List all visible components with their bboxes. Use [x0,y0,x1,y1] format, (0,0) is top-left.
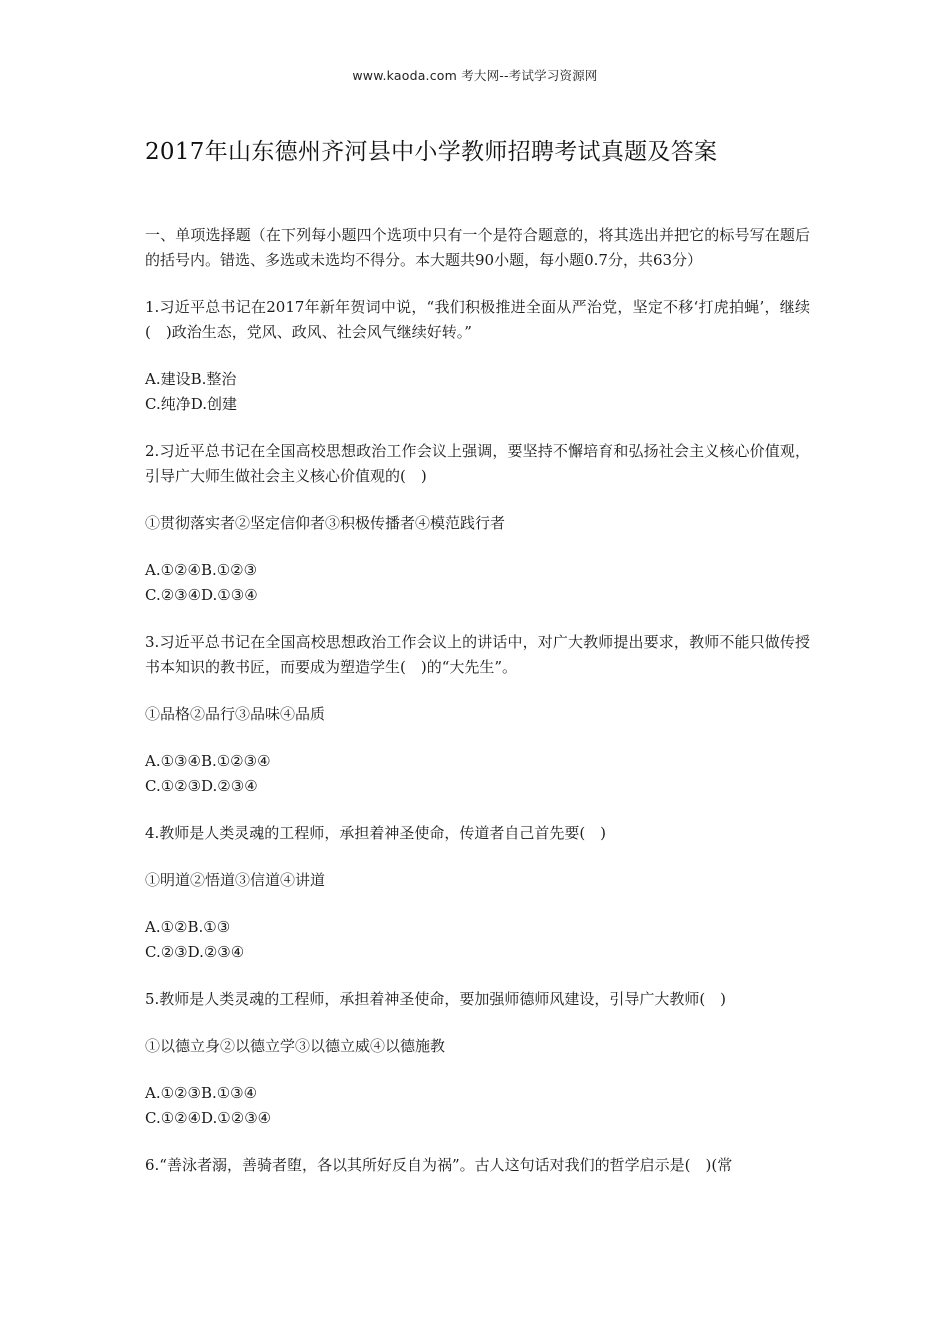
question-options [145,749,810,799]
option-line: A.①③④B.①②③④ [145,752,271,770]
question-stem: 6.“善泳者溺，善骑者堕，各以其所好反自为祸”。古人这句话对我们的哲学启示是( )(常 [145,1156,733,1174]
question-options [145,367,810,417]
question-options [145,1081,810,1131]
question-options [145,558,810,608]
option-line: C.②③④D.①③④ [145,586,258,604]
question-items: ①明道②悟道③信道④讲道 [145,871,326,889]
option-line: A.建设B.整治 [145,370,237,388]
question-stem: 4.教师是人类灵魂的工程师，承担着神圣使命，传道者自己首先要( ) [145,824,607,842]
document-body [145,223,810,1178]
question-items: ①以德立身②以德立学③以德立威④以德施教 [145,1037,446,1055]
option-line: C.①②③D.②③④ [145,777,258,795]
question-stem: 3.习近平总书记在全国高校思想政治工作会议上的讲话中，对广大教师提出要求，教师不能只做传授书本知识的教书匠，而要成为塑造学生( )的“大先生”。 [145,633,810,676]
question-items: ①品格②品行③品味④品质 [145,705,326,723]
option-line: A.①②B.①③ [145,918,231,936]
question-stem: 5.教师是人类灵魂的工程师，承担着神圣使命，要加强师德师风建设，引导广大教师( ) [145,990,727,1008]
section-intro: 一、单项选择题（在下列每小题四个选项中只有一个是符合题意的，将其选出并把它的标号写在题后的括号内。错选、多选或未选均不得分。本大题共90小题，每小题0.7分，共63分） [145,226,810,269]
question-items: ①贯彻落实者②坚定信仰者③积极传播者④模范践行者 [145,514,506,532]
question-stem: 1.习近平总书记在2017年新年贺词中说，“我们积极推进全面从严治党，坚定不移‘打虎拍蝇’，继续( )政治生态，党风、政风、社会风气继续好转。” [145,298,810,341]
site-header: www.kaoda.com 考大网--考试学习资源网 [352,68,598,83]
option-line: C.②③D.②③④ [145,943,245,961]
option-line: C.纯净D.创建 [145,395,237,413]
question-stem: 2.习近平总书记在全国高校思想政治工作会议上强调，要坚持不懈培育和弘扬社会主义核心价值观，引导广大师生做社会主义核心价值观的( ) [145,442,810,485]
question-options [145,915,810,965]
option-line: A.①②④B.①②③ [145,561,258,579]
page-title: 2017年山东德州齐河县中小学教师招聘考试真题及答案 [145,139,718,165]
option-line: A.①②③B.①③④ [145,1084,258,1102]
option-line: C.①②④D.①②③④ [145,1109,272,1127]
